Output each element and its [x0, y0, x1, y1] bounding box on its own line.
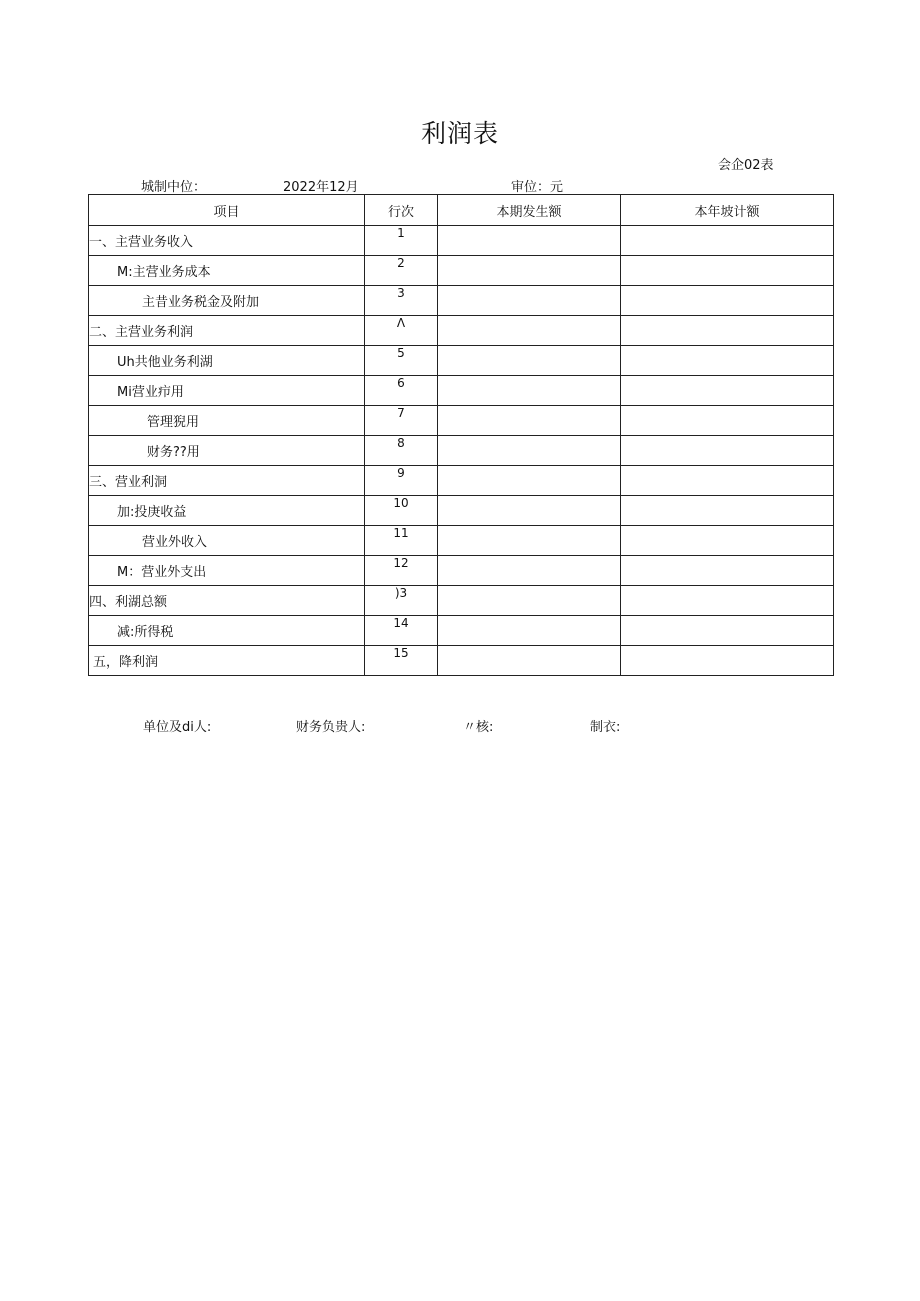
table-row — [89, 646, 834, 676]
row-item-label: M：营业外支出 — [89, 556, 365, 586]
row-item-label: Uh共他业务利湖 — [89, 346, 365, 376]
row-year-to-date-cell — [621, 436, 834, 466]
row-current-period-cell — [438, 346, 621, 376]
row-item-label: 财务??用 — [89, 436, 365, 466]
table-row — [89, 526, 834, 556]
row-current-period-cell — [438, 316, 621, 346]
table-body — [89, 226, 834, 676]
row-current-period-cell — [438, 286, 621, 316]
header-year-to-date: 本年坡计额 — [621, 195, 834, 226]
row-current-period-cell — [438, 226, 621, 256]
header-line-no: 行次 — [365, 195, 438, 226]
row-line-number: 2 — [365, 256, 438, 286]
signature-footer — [88, 716, 832, 734]
row-line-number: 14 — [365, 616, 438, 646]
table-row — [89, 586, 834, 616]
meta-period: 2022年12月 — [283, 180, 359, 195]
table-row — [89, 616, 834, 646]
row-item-label: 营业外收入 — [89, 526, 365, 556]
row-year-to-date-cell — [621, 466, 834, 496]
row-line-number: 12 — [365, 556, 438, 586]
table-row — [89, 316, 834, 346]
footer-maker: 制衣: — [590, 720, 621, 735]
row-current-period-cell — [438, 436, 621, 466]
meta-currency: 审位：元 — [511, 180, 564, 195]
row-line-number: 10 — [365, 496, 438, 526]
table-header-row — [89, 195, 834, 226]
report-meta — [88, 176, 832, 194]
row-current-period-cell — [438, 616, 621, 646]
row-year-to-date-cell — [621, 646, 834, 676]
row-year-to-date-cell — [621, 556, 834, 586]
footer-finance-head: 财务负贵人: — [296, 720, 366, 735]
row-current-period-cell — [438, 586, 621, 616]
table-row — [89, 226, 834, 256]
row-item-label: 五，降利润 — [89, 646, 365, 676]
table-row — [89, 346, 834, 376]
table-row — [89, 256, 834, 286]
row-year-to-date-cell — [621, 316, 834, 346]
footer-unit-head: 单位及di人: — [143, 720, 212, 735]
row-line-number: 6 — [365, 376, 438, 406]
row-line-number: 7 — [365, 406, 438, 436]
row-line-number: 5 — [365, 346, 438, 376]
form-code: 会企02表 — [718, 158, 774, 173]
row-current-period-cell — [438, 556, 621, 586]
row-line-number: )3 — [365, 586, 438, 616]
row-line-number: 9 — [365, 466, 438, 496]
row-year-to-date-cell — [621, 616, 834, 646]
row-item-label: 管理猊用 — [89, 406, 365, 436]
table-row — [89, 436, 834, 466]
report-title: 利润表 — [420, 119, 499, 148]
row-item-label: 四、利湖总额 — [89, 586, 365, 616]
row-item-label: M:主营业务成本 — [89, 256, 365, 286]
row-item-label: 减:所得税 — [89, 616, 365, 646]
table-row — [89, 376, 834, 406]
row-line-number: Λ — [365, 316, 438, 346]
income-statement-table — [88, 194, 834, 676]
row-year-to-date-cell — [621, 586, 834, 616]
row-year-to-date-cell — [621, 406, 834, 436]
row-year-to-date-cell — [621, 346, 834, 376]
row-current-period-cell — [438, 646, 621, 676]
row-current-period-cell — [438, 376, 621, 406]
row-item-label: 一、主营业务收入 — [89, 226, 365, 256]
row-current-period-cell — [438, 526, 621, 556]
table-row — [89, 496, 834, 526]
row-item-label: Mi营业疖用 — [89, 376, 365, 406]
footer-reviewer: 〃核: — [463, 720, 494, 735]
row-year-to-date-cell — [621, 526, 834, 556]
table-row — [89, 556, 834, 586]
row-line-number: 15 — [365, 646, 438, 676]
row-year-to-date-cell — [621, 286, 834, 316]
table-row — [89, 406, 834, 436]
row-year-to-date-cell — [621, 226, 834, 256]
row-current-period-cell — [438, 466, 621, 496]
row-current-period-cell — [438, 496, 621, 526]
row-item-label: 二、主营业务利润 — [89, 316, 365, 346]
meta-unit-label: 城制中位： — [141, 180, 207, 195]
row-year-to-date-cell — [621, 256, 834, 286]
row-line-number: 1 — [365, 226, 438, 256]
row-current-period-cell — [438, 406, 621, 436]
row-item-label: 三、营业利洞 — [89, 466, 365, 496]
row-year-to-date-cell — [621, 376, 834, 406]
row-item-label: 加:投庚收益 — [89, 496, 365, 526]
header-current-period: 本期发生额 — [438, 195, 621, 226]
row-line-number: 3 — [365, 286, 438, 316]
table-row — [89, 466, 834, 496]
row-line-number: 8 — [365, 436, 438, 466]
row-current-period-cell — [438, 256, 621, 286]
table-row — [89, 286, 834, 316]
row-line-number: 11 — [365, 526, 438, 556]
row-item-label: 主昔业务税金及附加 — [89, 286, 365, 316]
row-year-to-date-cell — [621, 496, 834, 526]
header-item: 项目 — [89, 195, 365, 226]
